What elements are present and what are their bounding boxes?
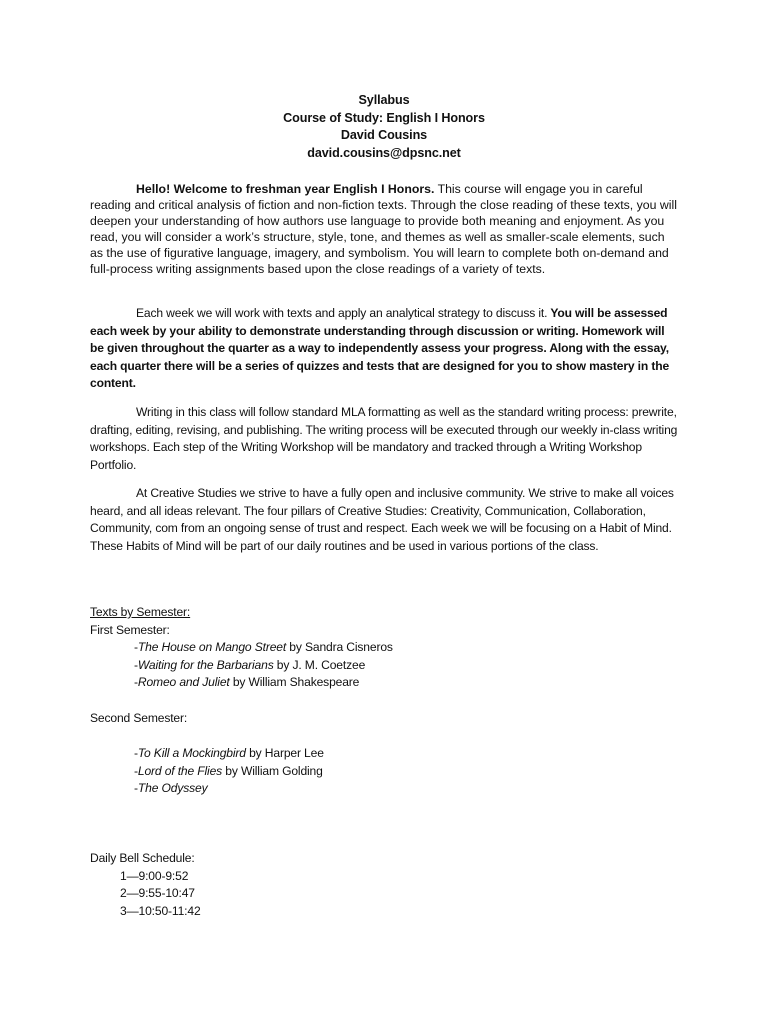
texts-heading: Texts by Semester: — [90, 605, 191, 619]
instructor-email: david.cousins@dpsnc.net — [307, 145, 461, 160]
writing-paragraph: Writing in this class will follow standard MLA formatting as well as the standard writing process: prewrite, drafting, editing, revising, and publishing. The writing process will be executed through our weekly in-class writing workshops. Each step of the Writing Workshop will be mandatory and tracked through a Writing Workshop Portfolio. — [90, 405, 678, 472]
book-item: -To Kill a Mockingbird by Harper Lee — [134, 746, 324, 760]
second-semester-label: Second Semester: — [90, 711, 188, 725]
syllabus-header — [0, 92, 768, 162]
intro-lead: Hello! Welcome to freshman year English I Honors. — [136, 182, 435, 196]
intro-paragraph — [90, 181, 680, 277]
book-item: -Waiting for the Barbarians by J. M. Coetzee — [134, 657, 366, 672]
book-author: by J. M. Coetzee — [273, 657, 366, 672]
bell-period: 2—9:55-10:47 — [120, 886, 195, 900]
intro-body: This course will engage you in careful reading and critical analysis of fiction and non-fiction texts. Through the close reading of these texts, you will deepen your understanding of how authors use language to provide both meaning and enjoyment. As you read, you will consider a work’s structure, style, tone, and themes as well as smaller-scale elements, such as the use of figurative language, imagery, and symbolism. You will learn to complete both on-demand and full-process writing assignments based upon the close readings of a variety of texts. — [90, 182, 677, 276]
book-item: -The Odyssey — [134, 781, 208, 795]
book-title: The Odyssey — [137, 781, 208, 795]
weekly-part2: You will be assessed each week by your ability to demonstrate understanding through discussion or writing. Homework will be given throughout the quarter as a way to independently assess your progress. Along with the essay, each quarter there will be a series of quizzes and tests that are designed for you to show mastery in the content. — [90, 306, 670, 390]
book-title: Lord of the Flies — [137, 763, 223, 778]
second-semester-section — [90, 710, 690, 798]
document-title: Syllabus — [358, 93, 410, 107]
bell-schedule-section — [90, 850, 690, 920]
first-semester-label: First Semester: — [90, 622, 170, 637]
book-title: To Kill a Mockingbird — [137, 746, 246, 760]
bell-schedule-label: Daily Bell Schedule: — [90, 851, 195, 865]
book-author: by Harper Lee — [245, 746, 324, 760]
bell-period: 1—9:00-9:52 — [120, 868, 189, 883]
bell-period: 3—10:50-11:42 — [120, 903, 201, 918]
book-title: Romeo and Juliet — [137, 675, 230, 689]
book-title: Waiting for the Barbarians — [137, 657, 274, 672]
book-item: -The House on Mango Street by Sandra Cisneros — [134, 640, 393, 654]
book-author: by William Golding — [222, 763, 323, 778]
weekly-part1: Each week we will work with texts and apply an analytical strategy to discuss it. — [136, 306, 548, 320]
book-author: by William Shakespeare — [229, 675, 360, 689]
course-title: Course of Study: English I Honors — [283, 110, 485, 125]
instructor-name: David Cousins — [340, 128, 428, 142]
book-title: The House on Mango Street — [137, 640, 287, 654]
book-item: -Romeo and Juliet by William Shakespeare — [134, 675, 360, 689]
texts-section — [90, 604, 690, 692]
book-author: by Sandra Cisneros — [286, 640, 393, 654]
community-paragraph: At Creative Studies we strive to have a fully open and inclusive community. We strive to make all voices heard, and all ideas relevant. The four pillars of Creative Studies: Creativity, Communication, Collaboration, Community, com from an ongoing sense of trust and respect. Each week we will be focusing on a Habit of Mind. These Habits of Mind will be part of our daily routines and be used in various portions of the class. — [90, 486, 674, 553]
weekly-paragraph — [90, 305, 680, 393]
book-item: -Lord of the Flies by William Golding — [134, 763, 323, 778]
